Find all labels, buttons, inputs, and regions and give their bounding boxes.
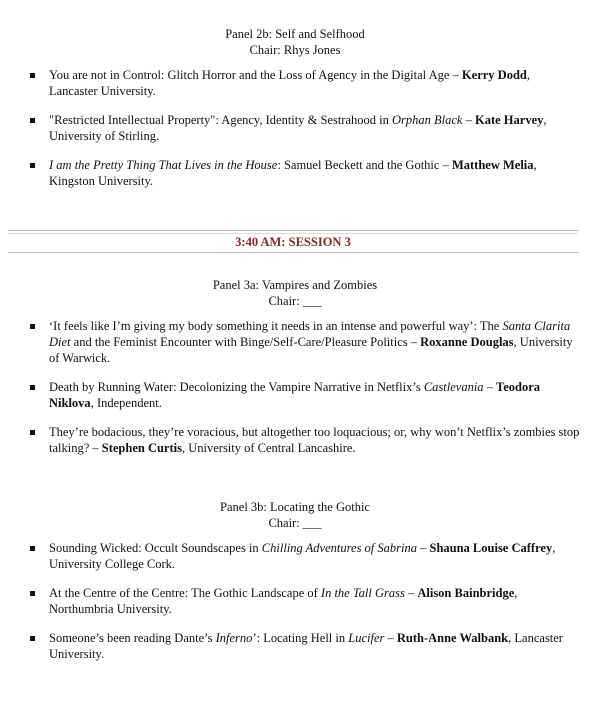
talk-text: –	[384, 631, 397, 645]
talk-text: and the Feminist Encounter with Binge/Self-Care/Pleasure Politics –	[70, 335, 421, 349]
presenter-name: Kerry Dodd	[461, 68, 527, 82]
talk-text: , University College Cork.	[49, 541, 556, 571]
panel-3b-header	[0, 499, 590, 531]
talk-text: Death by Running Water: Decolonizing the Vampire Narrative in Netflix’s	[49, 380, 424, 394]
talk-text: –	[404, 586, 418, 600]
talk-text: Someone’s been reading Dante’s	[49, 631, 216, 645]
talk-item	[0, 318, 600, 366]
talk-text: , Lancaster University.	[49, 68, 530, 98]
talk-item	[0, 585, 600, 617]
work-title: I am the Pretty Thing That Lives in the House	[49, 158, 278, 172]
work-title: In the Tall Grass	[320, 586, 405, 600]
talk-text: : Samuel Beckett and the Gothic –	[277, 158, 452, 172]
talk-text: –	[417, 541, 430, 555]
presenter-name: Matthew Melia	[451, 158, 534, 172]
panel-2b-talk-list	[0, 67, 600, 189]
talk-text: You are not in Control: Glitch Horror and the Loss of Agency in the Digital Age –	[49, 68, 462, 82]
talk-item	[0, 67, 600, 99]
session-3-banner	[8, 230, 578, 253]
talk-item	[0, 630, 600, 662]
talk-text: , University of Warwick.	[49, 335, 573, 365]
panel-3b-talk-list	[0, 540, 600, 662]
talk-text: , Independent.	[90, 396, 162, 410]
panel-3a-header	[0, 277, 590, 309]
talk-text: At the Centre of the Centre: The Gothic Landscape of	[49, 586, 321, 600]
talk-text: , University of Stirling.	[49, 113, 547, 143]
bullet-icon	[30, 591, 35, 596]
bullet-icon	[30, 636, 35, 641]
talk-text: "Restricted Intellectual Property": Agency, Identity & Sestrahood in	[49, 113, 392, 127]
presenter-name: Alison Bainbridge	[417, 586, 515, 600]
talk-item	[0, 112, 600, 144]
talk-text: ’: Locating Hell in	[252, 631, 349, 645]
presenter-name: Roxanne Douglas	[420, 335, 514, 349]
panel-3a-talk-list	[0, 318, 600, 456]
talk-text: –	[462, 113, 475, 127]
talk-text: ‘It feels like I’m giving my body something it needs in an intense and powerful way’: The	[49, 319, 503, 333]
panel-2b-title: Panel 2b: Self and Selfhood	[225, 27, 365, 41]
panel-3a-chair: Chair: ___	[268, 294, 322, 308]
work-title: Lucifer	[348, 631, 385, 645]
panel-3b-chair: Chair: ___	[268, 516, 322, 530]
talk-item	[0, 157, 600, 189]
work-title: Chilling Adventures of Sabrina	[261, 541, 417, 555]
panel-2b-header	[0, 26, 590, 58]
panel-2b-chair: Chair: Rhys Jones	[249, 43, 341, 57]
bullet-icon	[30, 118, 35, 123]
work-title: Castlevania	[423, 380, 484, 394]
talk-text: –	[483, 380, 497, 394]
presenter-name: Kate Harvey	[474, 113, 544, 127]
talk-text: , Kingston University.	[49, 158, 537, 188]
bullet-icon	[30, 163, 35, 168]
bullet-icon	[30, 73, 35, 78]
talk-text: Sounding Wicked: Occult Soundscapes in	[49, 541, 262, 555]
presenter-name: Stephen Curtis	[101, 441, 182, 455]
bullet-icon	[30, 324, 35, 329]
work-title: Inferno	[215, 631, 253, 645]
presenter-name: Ruth-Anne Walbank	[396, 631, 509, 645]
work-title: Orphan Black	[392, 113, 463, 127]
presenter-name: Shauna Louise Caffrey	[429, 541, 553, 555]
talk-item	[0, 379, 600, 411]
talk-text: , Northumbria University.	[49, 586, 518, 616]
talk-text: , University of Central Lancashire.	[181, 441, 356, 455]
talk-item	[0, 540, 600, 572]
talk-item	[0, 424, 600, 456]
session-3-title: 3:40 AM: SESSION 3	[235, 235, 351, 249]
panel-3a-title: Panel 3a: Vampires and Zombies	[212, 278, 378, 292]
bullet-icon	[30, 430, 35, 435]
talk-text: They’re bodacious, they’re voracious, but altogether too loquacious; or, why won’t Netflix’s zombies stop talking? –	[49, 425, 580, 455]
panel-3b-title: Panel 3b: Locating the Gothic	[220, 500, 370, 514]
bullet-icon	[30, 546, 35, 551]
bullet-icon	[30, 385, 35, 390]
presenter-name: Teodora Niklova	[49, 380, 541, 410]
work-title: Santa Clarita Diet	[49, 319, 571, 349]
talk-text: , Lancaster University.	[49, 631, 563, 661]
